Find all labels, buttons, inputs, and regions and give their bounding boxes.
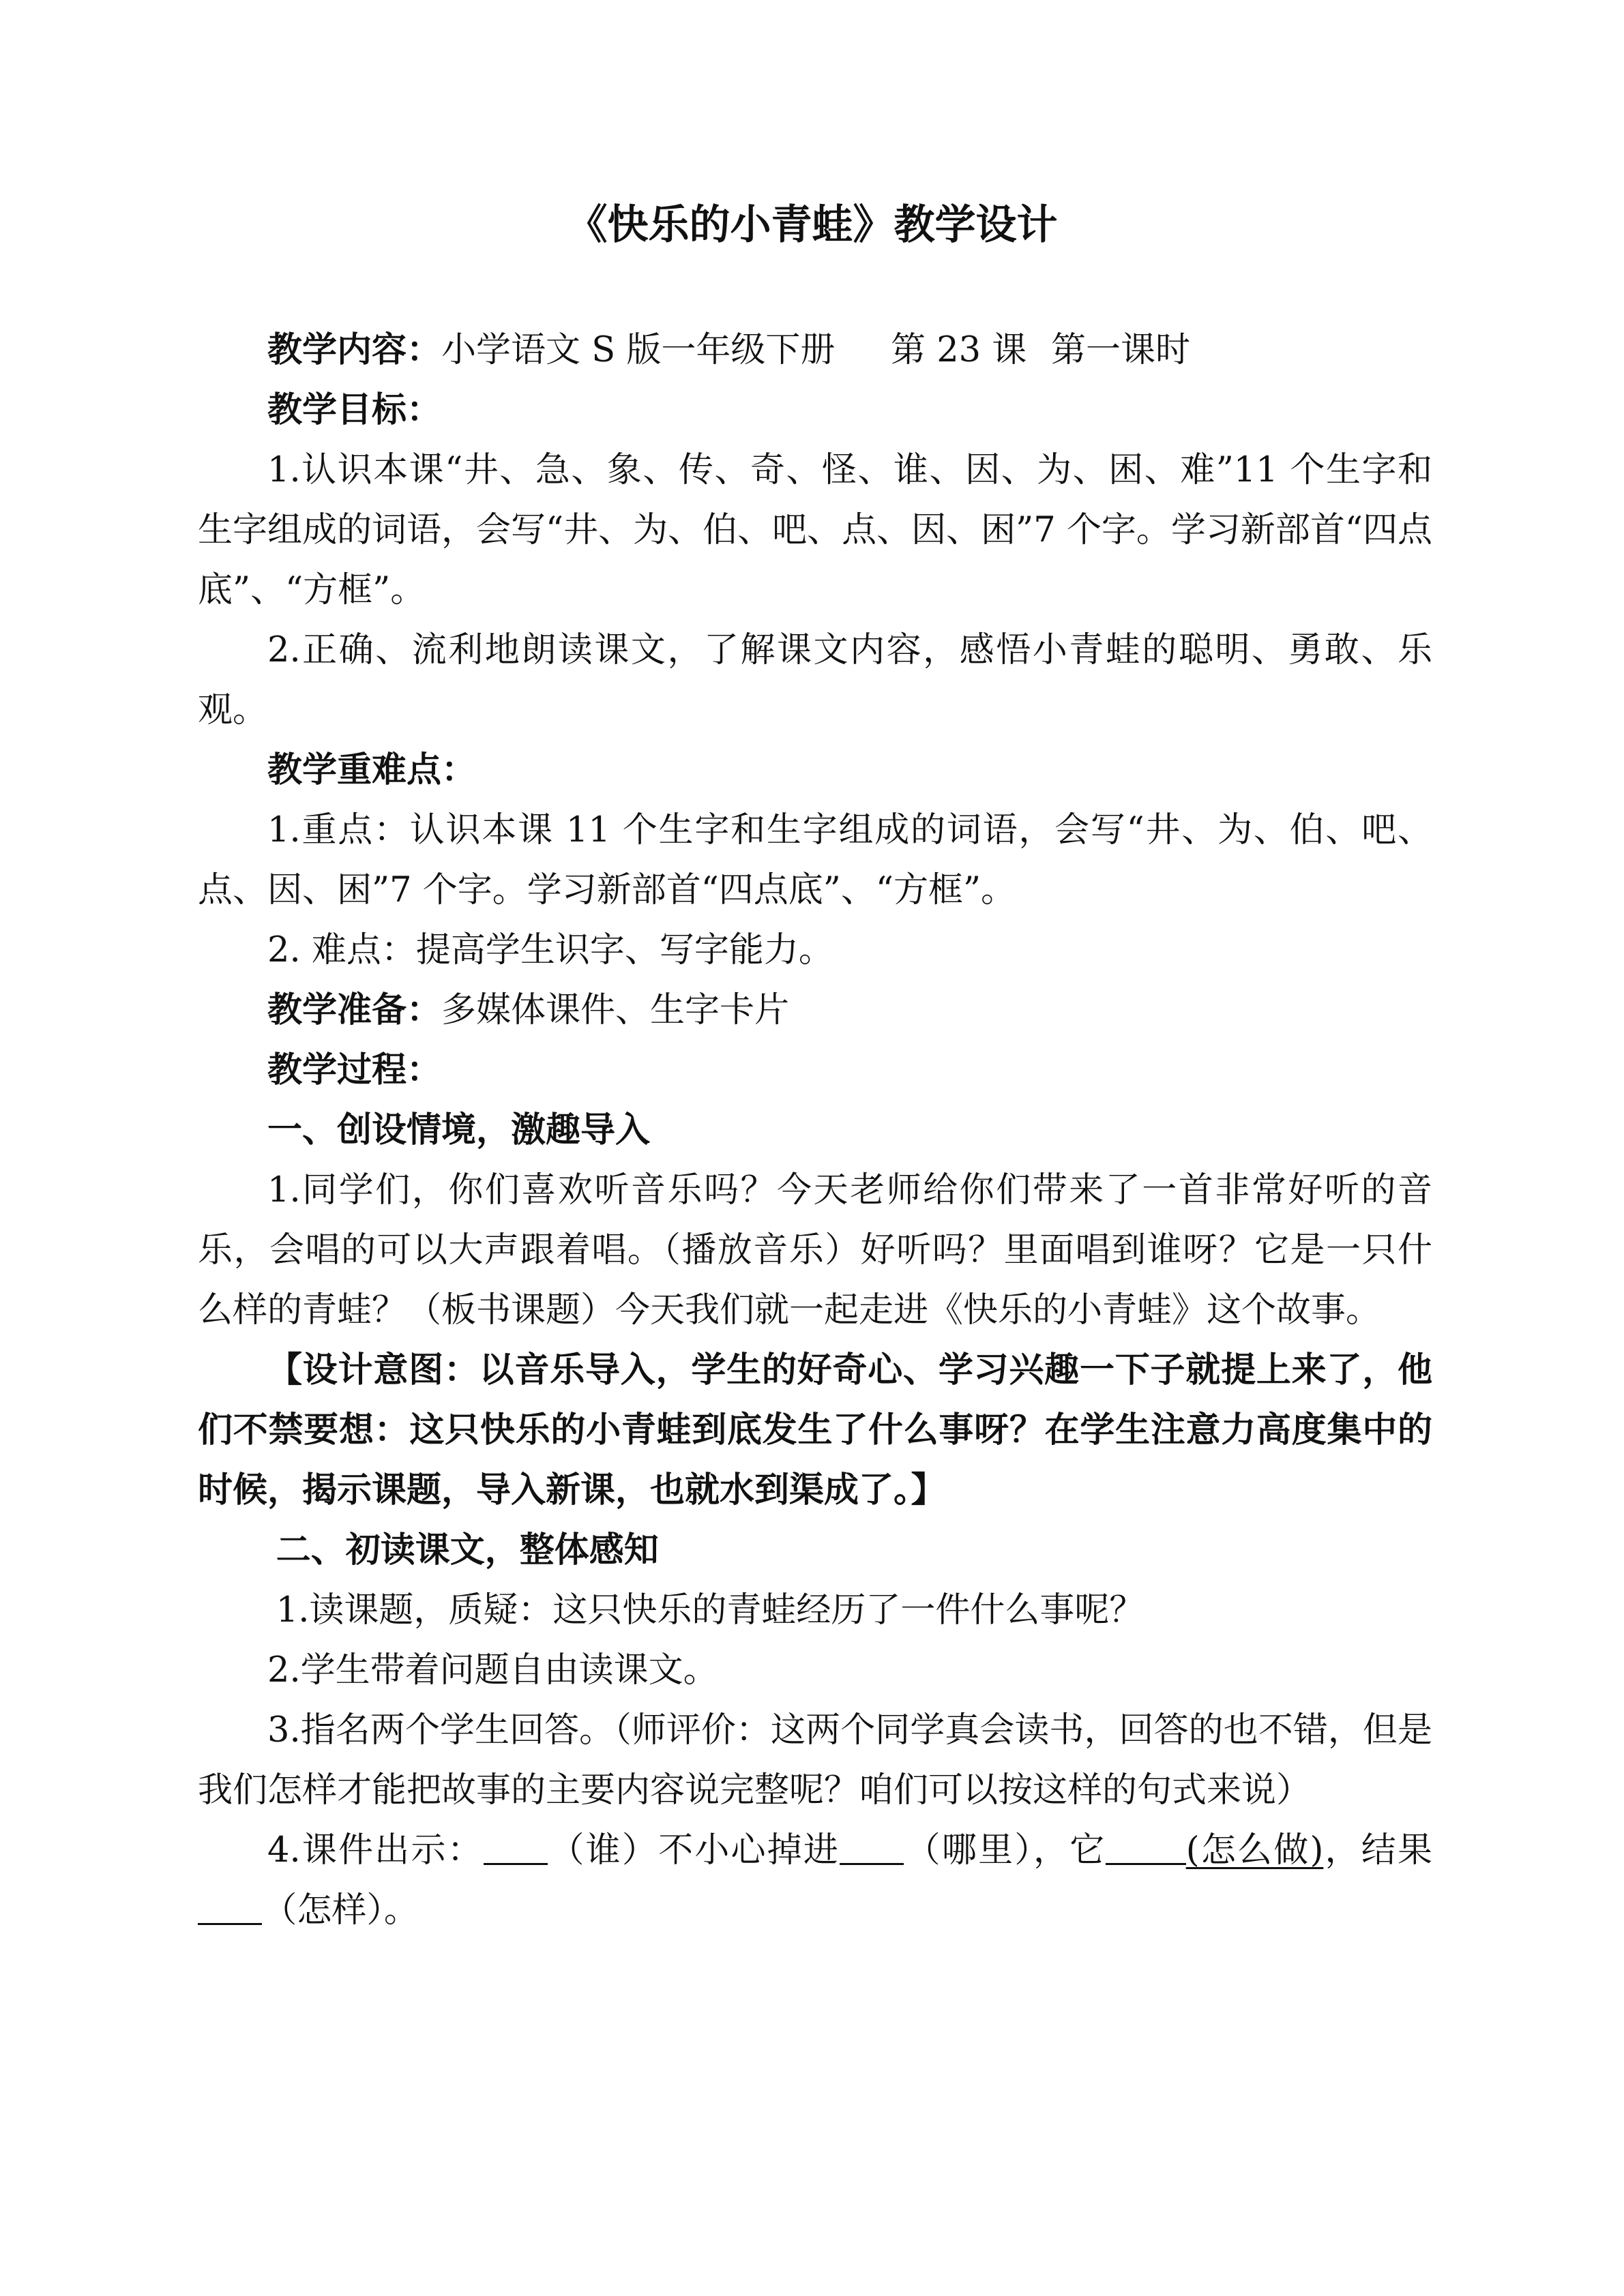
preparation-text: 多媒体课件、生字卡片: [441, 990, 790, 1030]
section2-item-2: 2.学生带着问题自由读课文。: [267, 1650, 718, 1690]
section2-heading: 二、初读课文，整体感知: [276, 1530, 659, 1570]
blank-where: [840, 1830, 904, 1865]
document-title: 《快乐的小青蛙》教学设计: [566, 201, 1058, 249]
document-body: [198, 320, 1432, 1941]
content-period: 第一课时: [1051, 330, 1191, 370]
key-point-item-1: 1.重点：认识本课 11 个生字和生字组成的词语，会写“井、为、伯、吧、点、因、困”7 个字。学习新部首“四点底”、“方框”。: [198, 810, 1432, 910]
goal-item-1: 1.认识本课“井、急、象、传、奇、怪、谁、因、为、困、难”11 个生字和生字组成的词语，会写“井、为、伯、吧、点、因、困”7 个字。学习新部首“四点底”、“方框”。: [198, 450, 1432, 610]
content-label: 教学内容：: [267, 330, 442, 370]
section2-item-4: 4.课件出示： （谁）不小心掉进 （哪里），它 (怎么做)，结果（怎样）。: [198, 1821, 1432, 1941]
section1-item-1: 1.同学们，你们喜欢听音乐吗？今天老师给你们带来了一首非常好听的音乐，会唱的可以大声跟着唱。（播放音乐）好听吗？里面唱到谁呀？它是一只什么样的青蛙？（板书课题）今天我们就一起走进《快乐的小青蛙》这个故事。: [198, 1170, 1432, 1330]
process-heading: 教学过程：: [267, 1050, 442, 1090]
content-subject: 小学语文 S 版一年级下册: [441, 330, 836, 370]
section2-item-3: 3.指名两个学生回答。（师评价：这两个同学真会读书，回答的也不错，但是我们怎样才能把故事的主要内容说完整呢？咱们可以按这样的句式来说）: [198, 1710, 1432, 1810]
design-intent: 【设计意图：以音乐导入，学生的好奇心、学习兴趣一下子就提上来了，他们不禁要想：这只快乐的小青蛙到底发生了什么事呀？在学生注意力高度集中的时候，揭示课题，导入新课，也就水到渠成了。】: [198, 1350, 1432, 1510]
goal-item-2: 2.正确、流利地朗读课文，了解课文内容，感悟小青蛙的聪明、勇敢、乐观。: [198, 630, 1432, 730]
blank-who: [484, 1830, 548, 1865]
blank-result: [198, 1890, 262, 1925]
content-lesson: 第 23 课: [890, 330, 1027, 370]
preparation-line: [198, 981, 1432, 1041]
content-line: [198, 320, 1432, 381]
key-points-heading: 教学重难点：: [267, 750, 477, 790]
section2-item-1: 1.读课题，质疑：这只快乐的青蛙经历了一件什么事呢？: [276, 1590, 1145, 1630]
preparation-label: 教学准备：: [267, 990, 442, 1030]
key-point-item-2: 2. 难点：提高学生识字、写字能力。: [267, 930, 833, 970]
how-label: (怎么做): [1185, 1830, 1324, 1870]
blank-how: [1106, 1830, 1185, 1865]
goals-heading: 教学目标：: [267, 390, 442, 430]
section1-heading: 一、创设情境，激趣导入: [267, 1110, 651, 1150]
